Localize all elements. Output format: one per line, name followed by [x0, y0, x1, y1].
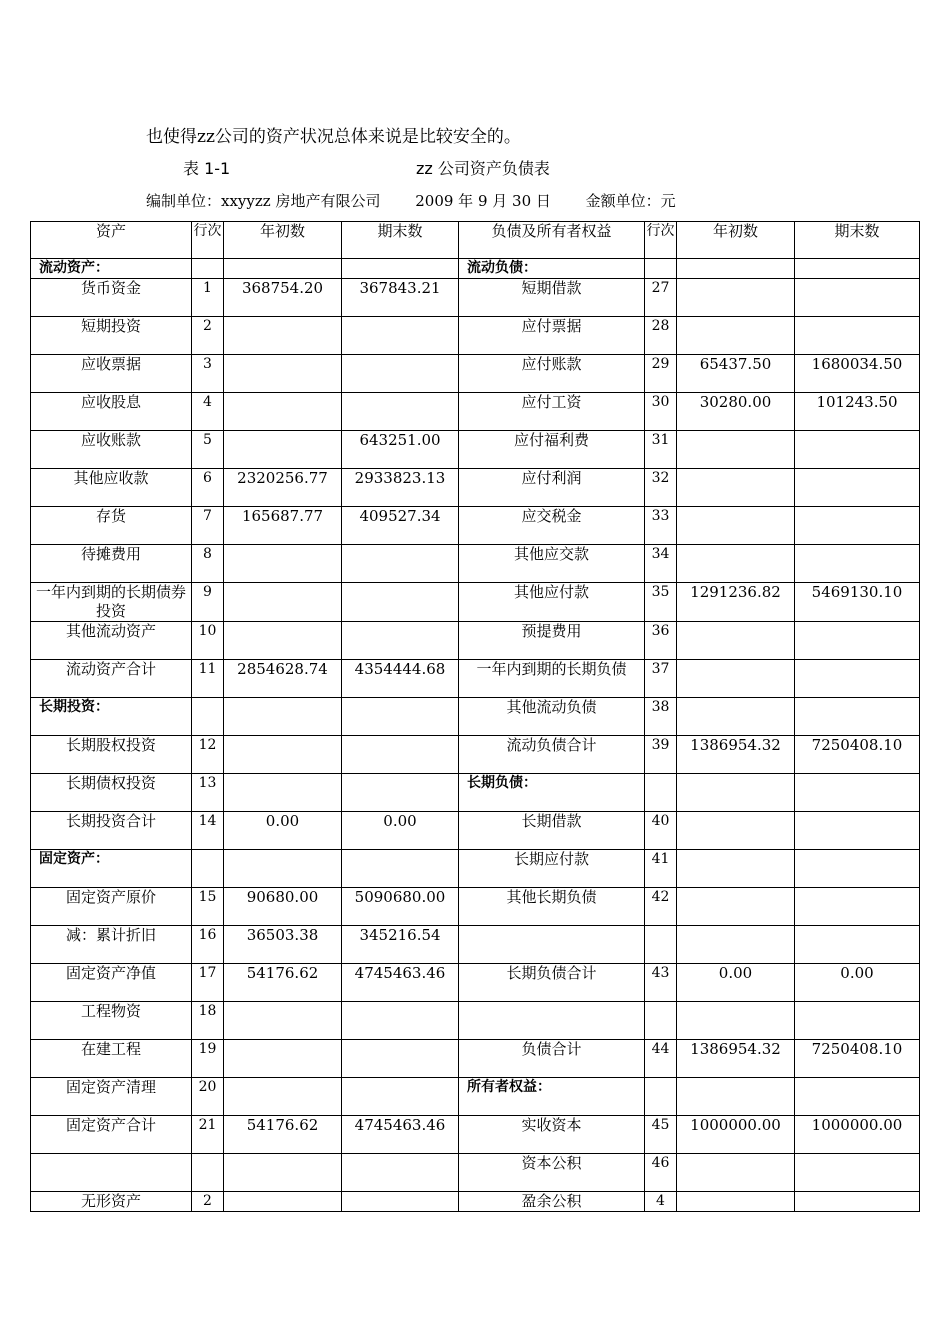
meta-date: 2009 年 9 月 30 日 — [415, 192, 551, 210]
liability-begin-value — [677, 507, 795, 545]
liability-name: 应付账款 — [459, 355, 645, 393]
liability-name: 预提费用 — [459, 622, 645, 660]
liability-line-no — [645, 1002, 677, 1040]
table-label: 表 1-1 — [183, 159, 231, 178]
asset-line-no: 1 — [192, 279, 224, 317]
liability-end-value: 7250408.10 — [795, 736, 920, 774]
liability-begin-value: 1386954.32 — [677, 736, 795, 774]
liability-line-no: 31 — [645, 431, 677, 469]
liability-line-no — [645, 926, 677, 964]
liability-end-value: 0.00 — [795, 964, 920, 1002]
liability-begin-value — [677, 850, 795, 888]
table-row — [31, 1078, 920, 1116]
asset-line-no: 2 — [192, 317, 224, 355]
liability-name: 负债合计 — [459, 1040, 645, 1078]
asset-name: 待摊费用 — [31, 545, 192, 583]
liability-end-value — [795, 507, 920, 545]
liability-line-no: 27 — [645, 279, 677, 317]
header-assets: 资产 — [31, 222, 192, 259]
table-row — [31, 469, 920, 507]
asset-name: 流动资产合计 — [31, 660, 192, 698]
asset-name: 其他流动资产 — [31, 622, 192, 660]
liability-name: 实收资本 — [459, 1116, 645, 1154]
liability-end-value — [795, 888, 920, 926]
asset-line-no: 21 — [192, 1116, 224, 1154]
liability-end-value — [795, 926, 920, 964]
asset-name: 工程物资 — [31, 1002, 192, 1040]
liability-begin-value — [677, 774, 795, 812]
liability-name: 盈余公积 — [459, 1192, 645, 1212]
asset-begin-value: 2854628.74 — [224, 660, 342, 698]
liability-end-value — [795, 812, 920, 850]
asset-name: 货币资金 — [31, 279, 192, 317]
table-row — [31, 317, 920, 355]
asset-end-value — [342, 583, 459, 622]
asset-line-no: 15 — [192, 888, 224, 926]
liability-begin-value — [677, 1078, 795, 1116]
liability-line-no: 33 — [645, 507, 677, 545]
asset-end-value — [342, 1002, 459, 1040]
asset-line-no — [192, 850, 224, 888]
asset-begin-value — [224, 545, 342, 583]
asset-end-value — [342, 622, 459, 660]
liability-line-no: 36 — [645, 622, 677, 660]
asset-name: 应收股息 — [31, 393, 192, 431]
asset-end-value: 5090680.00 — [342, 888, 459, 926]
asset-end-value — [342, 698, 459, 736]
liability-line-no: 30 — [645, 393, 677, 431]
asset-begin-value — [224, 393, 342, 431]
liability-end-value — [795, 317, 920, 355]
liability-begin-value: 65437.50 — [677, 355, 795, 393]
asset-name: 其他应收款 — [31, 469, 192, 507]
asset-line-no: 7 — [192, 507, 224, 545]
liability-name: 其他应付款 — [459, 583, 645, 622]
liability-name: 一年内到期的长期负债 — [459, 660, 645, 698]
liability-line-no: 34 — [645, 545, 677, 583]
asset-end-value: 367843.21 — [342, 279, 459, 317]
table-row — [31, 1116, 920, 1154]
asset-name: 减：累计折旧 — [31, 926, 192, 964]
table-row — [31, 431, 920, 469]
asset-end-value: 409527.34 — [342, 507, 459, 545]
asset-line-no: 9 — [192, 583, 224, 622]
header-row — [31, 222, 920, 259]
liability-end-value: 1680034.50 — [795, 355, 920, 393]
table-row — [31, 964, 920, 1002]
meta-currency: 金额单位：元 — [585, 192, 676, 210]
balance-sheet-body — [31, 222, 920, 1212]
asset-end-value: 4354444.68 — [342, 660, 459, 698]
asset-begin-value — [224, 355, 342, 393]
liability-name: 应付利润 — [459, 469, 645, 507]
liability-name: 长期负债合计 — [459, 964, 645, 1002]
intro-text: 也使得zz公司的资产状况总体来说是比较安全的。 — [146, 127, 521, 147]
asset-begin-value: 2320256.77 — [224, 469, 342, 507]
table-title: zz 公司资产负债表 — [416, 159, 550, 178]
liability-begin-value — [677, 1192, 795, 1212]
header-liabilities: 负债及所有者权益 — [459, 222, 645, 259]
liability-line-no: 42 — [645, 888, 677, 926]
header-line: 行次 — [192, 222, 224, 259]
liability-name: 长期应付款 — [459, 850, 645, 888]
liability-line-no: 29 — [645, 355, 677, 393]
liability-end-value: 5469130.10 — [795, 583, 920, 622]
asset-name: 一年内到期的长期债券投资 — [31, 583, 192, 622]
asset-line-no: 20 — [192, 1078, 224, 1116]
liability-begin-value — [677, 545, 795, 583]
asset-end-value — [342, 1040, 459, 1078]
asset-end-value: 2933823.13 — [342, 469, 459, 507]
asset-line-no: 2 — [192, 1192, 224, 1212]
asset-end-value: 0.00 — [342, 812, 459, 850]
table-row — [31, 660, 920, 698]
liability-begin-value — [677, 622, 795, 660]
asset-end-value — [342, 850, 459, 888]
liability-name: 短期借款 — [459, 279, 645, 317]
table-row — [31, 1040, 920, 1078]
header-end-2: 期末数 — [795, 222, 920, 259]
liability-line-no — [645, 1078, 677, 1116]
meta-unit: 编制单位：xxyyzz 房地产有限公司 — [146, 192, 381, 210]
liability-name: 长期负债： — [459, 774, 645, 812]
liability-line-no: 28 — [645, 317, 677, 355]
asset-line-no — [192, 1154, 224, 1192]
liability-line-no: 43 — [645, 964, 677, 1002]
asset-begin-value: 54176.62 — [224, 1116, 342, 1154]
liability-line-no: 45 — [645, 1116, 677, 1154]
liability-line-no: 4 — [645, 1192, 677, 1212]
asset-name: 流动资产： — [31, 259, 192, 279]
liability-line-no — [645, 774, 677, 812]
asset-line-no: 11 — [192, 660, 224, 698]
header-begin-2: 年初数 — [677, 222, 795, 259]
liability-end-value — [795, 1078, 920, 1116]
balance-sheet-table — [30, 221, 920, 1212]
liability-end-value: 101243.50 — [795, 393, 920, 431]
asset-begin-value — [224, 431, 342, 469]
asset-end-value — [342, 545, 459, 583]
liability-begin-value — [677, 259, 795, 279]
asset-name: 短期投资 — [31, 317, 192, 355]
liability-name: 所有者权益： — [459, 1078, 645, 1116]
liability-end-value — [795, 698, 920, 736]
asset-line-no: 10 — [192, 622, 224, 660]
liability-name: 应付票据 — [459, 317, 645, 355]
liability-begin-value — [677, 698, 795, 736]
asset-name: 固定资产净值 — [31, 964, 192, 1002]
liability-name — [459, 926, 645, 964]
asset-line-no: 19 — [192, 1040, 224, 1078]
asset-begin-value — [224, 317, 342, 355]
liability-begin-value — [677, 1154, 795, 1192]
asset-name: 长期投资： — [31, 698, 192, 736]
liability-name: 流动负债合计 — [459, 736, 645, 774]
asset-line-no: 5 — [192, 431, 224, 469]
asset-line-no — [192, 259, 224, 279]
liability-begin-value: 1000000.00 — [677, 1116, 795, 1154]
asset-begin-value — [224, 1002, 342, 1040]
asset-end-value — [342, 774, 459, 812]
asset-name: 固定资产合计 — [31, 1116, 192, 1154]
asset-line-no — [192, 698, 224, 736]
asset-end-value — [342, 1078, 459, 1116]
liability-name: 其他应交款 — [459, 545, 645, 583]
asset-end-value: 4745463.46 — [342, 1116, 459, 1154]
asset-end-value — [342, 355, 459, 393]
asset-end-value — [342, 393, 459, 431]
asset-line-no: 13 — [192, 774, 224, 812]
asset-name: 固定资产原价 — [31, 888, 192, 926]
asset-end-value: 643251.00 — [342, 431, 459, 469]
asset-begin-value — [224, 622, 342, 660]
table-meta — [146, 190, 676, 211]
asset-begin-value — [224, 583, 342, 622]
asset-end-value — [342, 1154, 459, 1192]
liability-begin-value — [677, 660, 795, 698]
asset-line-no: 16 — [192, 926, 224, 964]
table-row — [31, 850, 920, 888]
liability-end-value — [795, 622, 920, 660]
liability-line-no: 41 — [645, 850, 677, 888]
asset-name: 固定资产清理 — [31, 1078, 192, 1116]
liability-line-no: 32 — [645, 469, 677, 507]
liability-begin-value — [677, 317, 795, 355]
header-begin: 年初数 — [224, 222, 342, 259]
liability-begin-value — [677, 888, 795, 926]
asset-line-no: 3 — [192, 355, 224, 393]
table-row — [31, 1002, 920, 1040]
asset-begin-value — [224, 1078, 342, 1116]
table-row — [31, 926, 920, 964]
liability-begin-value: 0.00 — [677, 964, 795, 1002]
liability-begin-value: 1386954.32 — [677, 1040, 795, 1078]
asset-name: 应收票据 — [31, 355, 192, 393]
liability-begin-value — [677, 812, 795, 850]
table-row — [31, 583, 920, 622]
asset-end-value — [342, 736, 459, 774]
liability-begin-value — [677, 431, 795, 469]
liability-line-no: 35 — [645, 583, 677, 622]
table-row — [31, 355, 920, 393]
table-row — [31, 259, 920, 279]
header-end: 期末数 — [342, 222, 459, 259]
liability-name: 资本公积 — [459, 1154, 645, 1192]
liability-end-value — [795, 1002, 920, 1040]
table-row — [31, 812, 920, 850]
asset-begin-value: 36503.38 — [224, 926, 342, 964]
liability-begin-value — [677, 279, 795, 317]
asset-line-no: 12 — [192, 736, 224, 774]
asset-end-value — [342, 317, 459, 355]
asset-name — [31, 1154, 192, 1192]
asset-line-no: 14 — [192, 812, 224, 850]
asset-begin-value — [224, 1040, 342, 1078]
asset-begin-value — [224, 736, 342, 774]
asset-name: 应收账款 — [31, 431, 192, 469]
liability-name: 应付福利费 — [459, 431, 645, 469]
liability-end-value — [795, 774, 920, 812]
asset-name: 无形资产 — [31, 1192, 192, 1212]
liability-name — [459, 1002, 645, 1040]
liability-line-no — [645, 259, 677, 279]
liability-end-value — [795, 850, 920, 888]
asset-begin-value — [224, 850, 342, 888]
liability-end-value: 1000000.00 — [795, 1116, 920, 1154]
asset-end-value: 345216.54 — [342, 926, 459, 964]
liability-end-value — [795, 279, 920, 317]
asset-begin-value — [224, 1154, 342, 1192]
liability-line-no: 37 — [645, 660, 677, 698]
table-row — [31, 545, 920, 583]
liability-end-value: 7250408.10 — [795, 1040, 920, 1078]
liability-end-value — [795, 1154, 920, 1192]
asset-begin-value: 90680.00 — [224, 888, 342, 926]
liability-name: 其他长期负债 — [459, 888, 645, 926]
liability-line-no: 46 — [645, 1154, 677, 1192]
liability-name: 长期借款 — [459, 812, 645, 850]
asset-name: 长期投资合计 — [31, 812, 192, 850]
liability-end-value — [795, 1192, 920, 1212]
table-row — [31, 698, 920, 736]
asset-begin-value — [224, 698, 342, 736]
liability-name: 流动负债： — [459, 259, 645, 279]
header-line-2: 行次 — [645, 222, 677, 259]
asset-begin-value — [224, 1192, 342, 1212]
liability-name: 其他流动负债 — [459, 698, 645, 736]
liability-begin-value: 1291236.82 — [677, 583, 795, 622]
table-row — [31, 888, 920, 926]
liability-end-value — [795, 545, 920, 583]
asset-end-value — [342, 1192, 459, 1212]
asset-name: 长期股权投资 — [31, 736, 192, 774]
liability-begin-value — [677, 926, 795, 964]
asset-name: 固定资产： — [31, 850, 192, 888]
asset-end-value: 4745463.46 — [342, 964, 459, 1002]
asset-line-no: 8 — [192, 545, 224, 583]
liability-begin-value — [677, 1002, 795, 1040]
liability-begin-value — [677, 469, 795, 507]
table-row — [31, 1192, 920, 1212]
liability-end-value — [795, 259, 920, 279]
asset-line-no: 6 — [192, 469, 224, 507]
table-row — [31, 736, 920, 774]
liability-end-value — [795, 469, 920, 507]
asset-name: 存货 — [31, 507, 192, 545]
liability-line-no: 38 — [645, 698, 677, 736]
table-row — [31, 774, 920, 812]
table-row — [31, 622, 920, 660]
asset-line-no: 17 — [192, 964, 224, 1002]
asset-name: 长期债权投资 — [31, 774, 192, 812]
liability-line-no: 39 — [645, 736, 677, 774]
asset-begin-value: 368754.20 — [224, 279, 342, 317]
asset-begin-value: 54176.62 — [224, 964, 342, 1002]
asset-name: 在建工程 — [31, 1040, 192, 1078]
asset-begin-value — [224, 774, 342, 812]
liability-begin-value: 30280.00 — [677, 393, 795, 431]
asset-line-no: 18 — [192, 1002, 224, 1040]
asset-begin-value: 0.00 — [224, 812, 342, 850]
liability-line-no: 40 — [645, 812, 677, 850]
liability-line-no: 44 — [645, 1040, 677, 1078]
liability-name: 应交税金 — [459, 507, 645, 545]
liability-end-value — [795, 431, 920, 469]
table-row — [31, 507, 920, 545]
liability-name: 应付工资 — [459, 393, 645, 431]
asset-begin-value — [224, 259, 342, 279]
table-row — [31, 279, 920, 317]
asset-end-value — [342, 259, 459, 279]
table-row — [31, 1154, 920, 1192]
liability-end-value — [795, 660, 920, 698]
asset-line-no: 4 — [192, 393, 224, 431]
asset-begin-value: 165687.77 — [224, 507, 342, 545]
table-row — [31, 393, 920, 431]
